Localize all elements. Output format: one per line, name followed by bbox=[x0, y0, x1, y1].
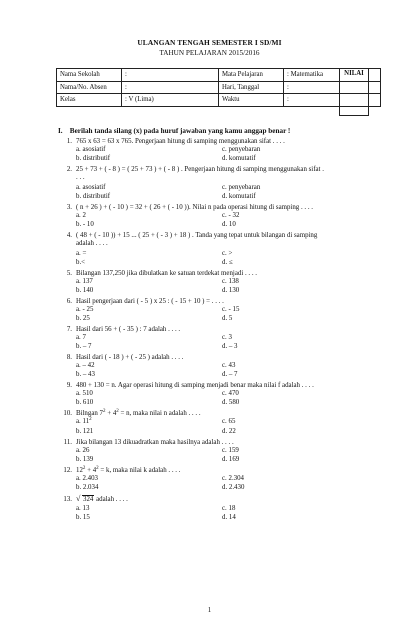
question-number: 8. bbox=[66, 354, 72, 361]
question-text: Hasil dari 56 + ( - 35 ) : 7 adalah . . . . bbox=[76, 326, 181, 333]
student-info-table bbox=[56, 68, 381, 107]
option-a[interactable]: a. – 42 bbox=[76, 362, 95, 369]
option-b[interactable]: b. distributif bbox=[76, 193, 111, 200]
value-subject: : Matematika bbox=[284, 69, 381, 82]
score-box bbox=[339, 68, 369, 116]
exponent: 2 bbox=[82, 466, 86, 471]
option-b[interactable]: b. 139 bbox=[76, 456, 94, 463]
exam-title: ULANGAN TENGAH SEMESTER I SD/MI bbox=[137, 38, 282, 47]
section-number: I. bbox=[58, 127, 63, 135]
label-date: Hari, Tanggal bbox=[219, 81, 284, 94]
option-a[interactable]: a. asosiatif bbox=[76, 184, 106, 191]
option-b[interactable]: b. 15 bbox=[76, 514, 90, 521]
option-c[interactable]: c. 159 bbox=[222, 447, 239, 454]
option-c[interactable]: c. > bbox=[222, 250, 233, 257]
question-number: 7. bbox=[66, 326, 72, 333]
question-number: 12. bbox=[63, 467, 72, 474]
question-continuation: adalah . . . . bbox=[76, 240, 108, 247]
option-b[interactable]: b. distributif bbox=[76, 155, 111, 162]
question-number: 10. bbox=[63, 410, 72, 417]
label-time: Waktu bbox=[219, 94, 284, 107]
question-number: 2. bbox=[66, 166, 72, 173]
label-school: Nama Sekolah bbox=[57, 69, 122, 82]
option-d[interactable]: d. 10 bbox=[222, 221, 236, 228]
option-c[interactable]: c. 2.304 bbox=[222, 475, 245, 482]
option-b[interactable]: b. - 10 bbox=[76, 221, 94, 228]
question-text: ( n + 26 ) + ( - 10 ) = 32 + ( 26 + ( - 10 )). Nilai n pada operasi hitung di samping . . . . bbox=[76, 204, 314, 211]
option-a[interactable]: a. 2 bbox=[76, 212, 86, 219]
option-text: a. 11 bbox=[76, 418, 90, 425]
question-number: 1. bbox=[66, 138, 72, 145]
question-text: Bilangan 137,250 jika dibulatkan ke satuan terdekat menjadi . . . . bbox=[76, 270, 258, 277]
question-text: Jika bilangan 13 dikuadratkan maka hasilnya adalah . . . . bbox=[76, 439, 234, 446]
question-text: Hasil dari ( - 18 ) + ( - 25 ) adalah . . . . bbox=[76, 354, 184, 361]
option-a[interactable]: a. 510 bbox=[76, 390, 93, 397]
exponent: 2 bbox=[96, 466, 99, 471]
option-b[interactable]: b. 121 bbox=[76, 428, 94, 435]
question-text: 480 + 130 = n. Agar operasi hitung di samping menjadi benar maka nilai f adalah . . . . bbox=[76, 382, 314, 389]
exponent: 2 bbox=[103, 409, 106, 414]
page-number: 1 bbox=[207, 606, 212, 614]
option-c[interactable]: c. penyebaran bbox=[222, 184, 261, 191]
option-d[interactable]: d. – 7 bbox=[222, 371, 238, 378]
option-d[interactable]: d. 14 bbox=[222, 514, 236, 521]
exam-subtitle: TAHUN PELAJARAN 2015/2016 bbox=[159, 49, 260, 57]
question-number: 6. bbox=[66, 298, 72, 305]
option-d[interactable]: d. 580 bbox=[222, 399, 240, 406]
option-b[interactable]: b. – 7 bbox=[76, 343, 92, 350]
option-d[interactable]: d. 5 bbox=[222, 315, 233, 322]
option-c[interactable]: c. 18 bbox=[222, 505, 236, 512]
question-text: 25 + 73 + ( - 8 ) = ( 25 + 73 ) + ( - 8 ) . Pengerjaan hitung di samping menggunakan sifat . bbox=[76, 166, 324, 173]
option-b[interactable]: b. 140 bbox=[76, 287, 94, 294]
text-part: adalah . . . . bbox=[94, 496, 128, 503]
text-part: = n, maka nilai n adalah . . . . bbox=[118, 410, 201, 417]
option-c[interactable]: c. - 32 bbox=[222, 212, 240, 219]
option-c[interactable]: c. 3 bbox=[222, 334, 232, 341]
label-subject: Mata Pelajaran bbox=[219, 69, 284, 82]
question-text bbox=[76, 409, 381, 418]
question-text: Hasil pengerjaan dari ( - 5 ) x 25 : ( - 15 + 10 ) = . . . . bbox=[76, 298, 224, 305]
option-a[interactable]: a. asosiatif bbox=[76, 146, 106, 153]
question-text: 765 x 63 = 63 x 765. Pengerjaan hitung di samping menggunakan sifat . . . . bbox=[76, 138, 285, 145]
option-b[interactable]: b. 25 bbox=[76, 315, 90, 322]
value-time: : bbox=[284, 94, 381, 107]
question-number: 5. bbox=[66, 270, 72, 277]
option-d[interactable]: d. komutatif bbox=[222, 155, 256, 162]
exponent: 2 bbox=[89, 417, 92, 422]
text-part: = k, maka nilai k adalah . . . . bbox=[98, 467, 181, 474]
text-part: + 4 bbox=[85, 467, 97, 474]
label-class: Kelas bbox=[57, 94, 122, 107]
option-b[interactable]: b. 2.034 bbox=[76, 484, 99, 491]
text-part: + 4 bbox=[105, 410, 117, 417]
option-c[interactable]: c. 43 bbox=[222, 362, 236, 369]
option-d[interactable]: d. – 3 bbox=[222, 343, 238, 350]
value-date: : bbox=[284, 81, 381, 94]
option-d[interactable]: d. ≤ bbox=[222, 259, 233, 266]
option-a[interactable] bbox=[76, 418, 92, 425]
score-label: NILAI bbox=[344, 70, 364, 77]
option-c[interactable]: c. penyebaran bbox=[222, 146, 261, 153]
section-instruction: Berilah tanda silang (x) pada huruf jawaban yang kamu anggap benar ! bbox=[69, 127, 291, 135]
exponent: 2 bbox=[116, 409, 119, 414]
radical-sign-icon: √ bbox=[76, 494, 81, 503]
option-d[interactable]: d. 22 bbox=[222, 428, 236, 435]
section-heading bbox=[58, 127, 290, 135]
text-part: 12 bbox=[76, 467, 83, 474]
question-number: 4. bbox=[66, 232, 72, 239]
option-c[interactable]: c. - 15 bbox=[222, 306, 240, 313]
option-a[interactable]: a. = bbox=[76, 250, 87, 257]
option-a[interactable]: a. 2.403 bbox=[76, 475, 99, 482]
option-c[interactable]: c. 470 bbox=[222, 390, 239, 397]
question-number: 11. bbox=[63, 439, 72, 446]
text-part: Bilngan 7 bbox=[76, 410, 103, 417]
option-a[interactable]: a. 7 bbox=[76, 334, 86, 341]
question-number: 13. bbox=[63, 496, 72, 503]
label-name: Nama/No. Absen bbox=[57, 81, 122, 94]
value-name: : bbox=[122, 81, 219, 94]
option-d[interactable]: d. 130 bbox=[222, 287, 240, 294]
question-continuation: . . . bbox=[76, 174, 85, 181]
question-number: 9. bbox=[66, 382, 72, 389]
question-text: ( 48 + ( - 10 )) + 15 ... ( 25 + ( - 3 ) + 18 ) . Tanda yang tepat untuk bilangan di samping bbox=[76, 232, 318, 239]
value-school: : bbox=[122, 69, 219, 82]
value-class: : V (Lima) bbox=[122, 94, 219, 107]
option-c[interactable]: c. 138 bbox=[222, 278, 239, 285]
option-a[interactable]: a. - 25 bbox=[76, 306, 94, 313]
option-a[interactable]: a. 13 bbox=[76, 505, 90, 512]
question-text bbox=[76, 466, 381, 475]
option-c[interactable]: c. 65 bbox=[222, 418, 236, 425]
option-a[interactable]: a. 26 bbox=[76, 447, 90, 454]
square-root bbox=[76, 495, 94, 504]
option-d[interactable]: d. komutatif bbox=[222, 193, 256, 200]
question-text bbox=[76, 495, 381, 504]
option-a[interactable]: a. 137 bbox=[76, 278, 93, 285]
option-b[interactable]: b. 610 bbox=[76, 399, 94, 406]
question-number: 3. bbox=[66, 204, 72, 211]
radicand: 324 bbox=[83, 496, 94, 503]
option-b[interactable]: b.< bbox=[76, 259, 86, 266]
option-b[interactable]: b. – 43 bbox=[76, 371, 95, 378]
option-d[interactable]: d. 2.430 bbox=[222, 484, 245, 491]
option-d[interactable]: d. 169 bbox=[222, 456, 240, 463]
